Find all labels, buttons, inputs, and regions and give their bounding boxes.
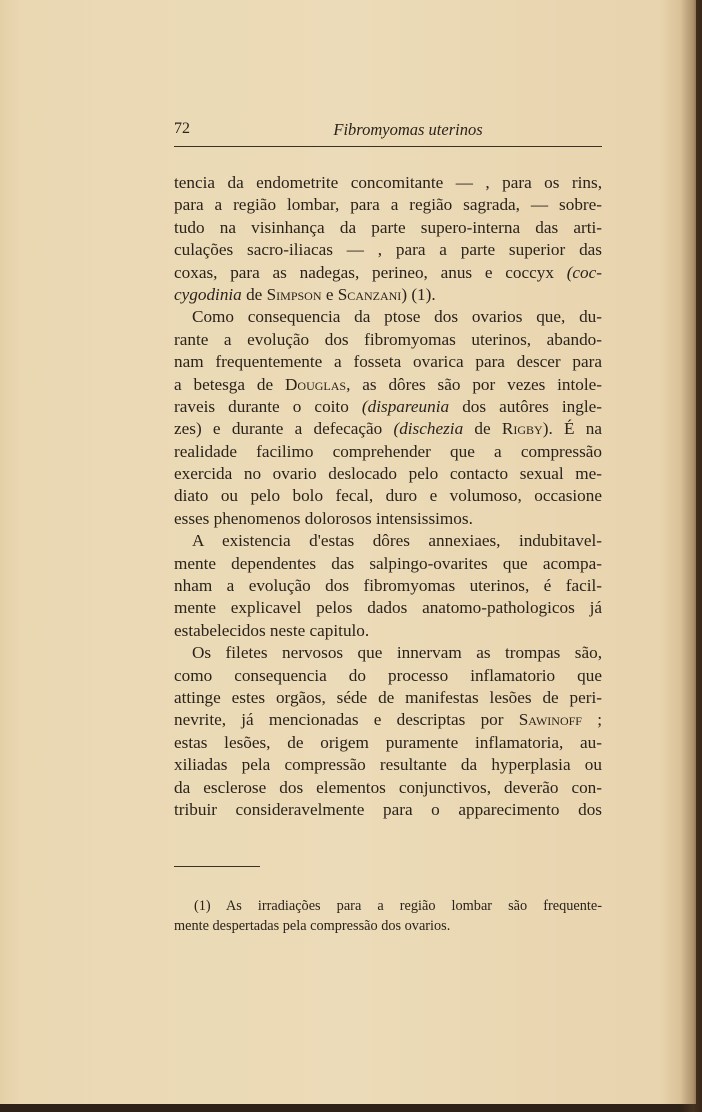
italic-term: cygodinia <box>174 284 242 304</box>
body-text <box>174 172 602 821</box>
text-line <box>174 709 602 731</box>
text-run: a betesga de <box>174 374 285 394</box>
italic-term: (dispareunia <box>361 396 450 416</box>
text-line: mente dependentes das salpingo-ovarites que acompa- <box>174 553 602 573</box>
page-edge-right <box>696 0 702 1112</box>
page-edge-bottom <box>0 1104 702 1112</box>
text-line: Como consequencia da ptose dos ovarios que, du- <box>192 307 602 327</box>
header-rule <box>174 146 602 147</box>
text-line: para a região lombar, para a região sagrada, — sobre- <box>174 195 602 215</box>
text-line: realidade facilimo comprehender que a compressão <box>174 441 602 461</box>
footnote <box>174 896 602 936</box>
footnote-line: mente despertadas pela compressão dos ovarios. <box>174 918 451 934</box>
italic-term: (coc- <box>566 262 602 282</box>
text-run: zes) e durante a defecação <box>174 419 394 439</box>
author-name: Simpson <box>266 284 322 304</box>
text-run: coxas, para as nadegas, perineo, anus e coccyx <box>174 262 554 282</box>
text-run: ; <box>582 710 602 730</box>
text-line: attinge estes orgãos, séde de manifestas lesões de peri- <box>174 687 602 707</box>
text-run: , as dôres são por vezes intole- <box>346 374 603 394</box>
footnote-rule <box>174 866 260 867</box>
text-line: tencia da endometrite concomitante — , para os rins, <box>174 173 602 192</box>
text-line: exercida no ovario deslocado pelo contacto sexual me- <box>174 464 602 484</box>
text-line: nham a evolução dos fibromyomas uterinos, é facil- <box>174 576 602 596</box>
text-line <box>174 396 602 418</box>
text-run: de <box>463 419 502 439</box>
text-line: nam frequentemente a fosseta ovarica para descer para <box>174 352 602 372</box>
text-line: diato ou pelo bolo fecal, duro e volumoso, occasione <box>174 486 602 506</box>
text-line <box>174 418 602 440</box>
italic-term: (dischezia <box>393 419 464 439</box>
author-name: Douglas <box>285 374 347 394</box>
text-line: da esclerose dos elementos conjunctivos, deverão con- <box>174 777 602 797</box>
text-line: estabelecidos neste capitulo. <box>174 620 370 640</box>
text-run: e <box>321 284 338 304</box>
author-name: Scanzani <box>337 284 402 304</box>
text-line: esses phenomenos dolorosos intensissimos. <box>174 508 473 528</box>
text-line: A existencia d'estas dôres annexiaes, indubitavel- <box>192 531 602 551</box>
text-line: rante a evolução dos fibromyomas uterinos, abando- <box>174 329 602 349</box>
text-line: mente explicavel pelos dados anatomo-pathologicos já <box>174 598 602 618</box>
running-title: Fibromyomas uterinos <box>333 120 483 139</box>
text-line <box>174 374 602 396</box>
page-header <box>174 120 602 144</box>
page-number: 72 <box>174 120 190 137</box>
text-line <box>174 262 602 284</box>
text-line: culações sacro-iliacas — , para a parte superior das <box>174 240 602 260</box>
text-run: ) (1). <box>401 284 436 304</box>
text-line: como consequencia do processo inflamatorio que <box>174 665 602 685</box>
text-line: tribuir consideravelmente para o apparecimento dos <box>174 799 602 819</box>
text-run: ). É na <box>542 419 602 439</box>
text-run: de <box>241 284 267 304</box>
text-line: xiliadas pela compressão resultante da hyperplasia ou <box>174 755 602 775</box>
text-run: nevrite, já mencionadas e descriptas por <box>174 710 519 730</box>
text-line: estas lesões, de origem puramente inflamatoria, au- <box>174 732 602 752</box>
author-name: Rigby <box>501 419 543 439</box>
text-run: dos autôres ingle- <box>449 396 602 416</box>
text-line: Os filetes nervosos que innervam as trompas são, <box>192 643 602 663</box>
footnote-line: (1) As irradiações para a região lombar são frequente- <box>194 898 602 914</box>
text-run: raveis durante o coito <box>174 396 362 416</box>
text-line: tudo na visinhança da parte supero-interna das arti- <box>174 217 602 237</box>
text-line <box>174 284 602 306</box>
author-name: Sawinoff <box>518 710 582 730</box>
